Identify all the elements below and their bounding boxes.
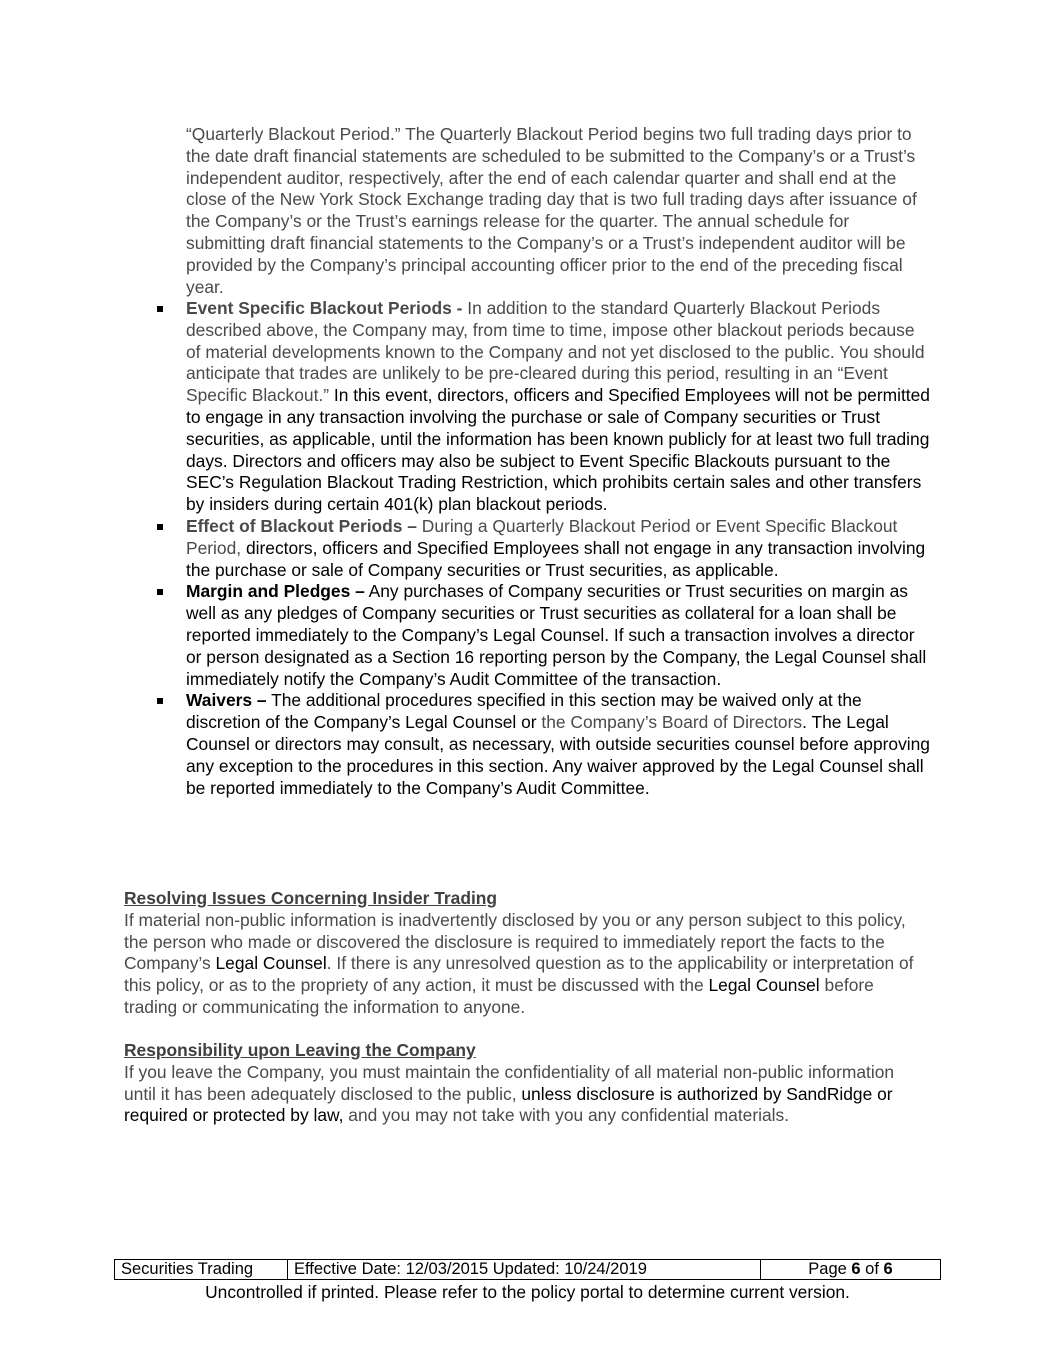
- body-text: If you leave the Company, you must maintain the confidentiality of all material non-public information until it has been adequately disclosed to the public,: [124, 1061, 895, 1104]
- item-text: . The Legal Counsel or directors may consult, as necessary, with outside securities counsel before approving any exception to the procedures in this section. Any waiver approved by the Legal Counsel shall be reported immediately to the Company’s Audit Committee.: [186, 712, 930, 798]
- body-text: If material non-public information is inadvertently disclosed by you or any person subject to this policy, the person who made or discovered the disclosure is required to immediately report the facts to the Company’s: [124, 909, 906, 974]
- item-text: In addition to the standard Quarterly Blackout Periods described above, the Company may, from time to time, impose other blackout periods because of material developments known to the Company and not yet disclosed to the public. You should anticipate that trades are unlikely to be pre-cleared during this period, resulting in an “Event Specific Blackout.”: [186, 298, 925, 406]
- item-text: In this event, directors, officers and Specified Employees will not be permitted to engage in any transaction involving the purchase or sale of Company securities or Trust securities, as applicable, until the information has been known publicly for at least two full trading days. Directors and officers may also be subject to Event Specific Blackouts pursuant to the SEC’s Regulation Blackout Trading Restriction, which prohibits certain sales and other transfers by insiders during certain 401(k) plan blackout periods.: [186, 385, 930, 515]
- leaving-company-section: [124, 1040, 930, 1127]
- item-title: Effect of Blackout Periods –: [186, 515, 417, 536]
- item-text: the Company’s Board of Directors: [536, 712, 803, 733]
- item-text: directors, officers and Specified Employees shall not engage in any transaction involving the purchase or sale of Company securities or Trust securities, as applicable.: [186, 537, 926, 580]
- page-total: 6: [883, 1260, 893, 1278]
- resolving-issues-section: [124, 888, 930, 1019]
- footer-doc-name: Securities Trading: [115, 1260, 288, 1280]
- item-text: During a Quarterly Blackout Period or Event Specific Blackout Period,: [186, 515, 898, 558]
- body-text: . If there is any unresolved question as to the applicability or interpretation of this policy, or as to the propriety of any action, it must be discussed with the: [124, 953, 914, 996]
- page-label: Page: [808, 1260, 852, 1278]
- footer-dates: Effective Date: 12/03/2015 Updated: 10/24/2019: [288, 1260, 761, 1280]
- section-body: [124, 910, 930, 1019]
- section-heading: Responsibility upon Leaving the Company: [124, 1040, 476, 1060]
- item-title: Waivers –: [186, 690, 267, 711]
- bullet-marker: [157, 589, 163, 595]
- item-text: Any purchases of Company securities or Trust securities on margin as well as any pledges of Company securities or Trust securities as collateral for a loan shall be reported immediately to the Company’s Legal Counsel. If such a transaction involves a director or person designated as a Section 16 reporting person by the Company, the Legal Counsel shall immediately notify the Company’s Audit Committee of the transaction.: [186, 581, 927, 689]
- list-item-event-specific: [186, 298, 931, 516]
- body-text: unless disclosure is authorized by SandRidge or required or protected by law,: [124, 1083, 893, 1126]
- item-text: The additional procedures specified in this section may be waived only at the discretion of the Company’s Legal Counsel or: [186, 690, 862, 733]
- body-text: and you may not take with you any confidential materials.: [343, 1105, 790, 1126]
- bullet-marker: [157, 524, 163, 530]
- item-title: Event Specific Blackout Periods -: [186, 298, 463, 318]
- item-title: Margin and Pledges –: [186, 581, 365, 602]
- page-of-label: of: [860, 1260, 884, 1278]
- continuation-paragraph: “Quarterly Blackout Period.” The Quarterly Blackout Period begins two full trading days prior to the date draft financial statements are scheduled to be submitted to the Company’s or a Trust’s independent auditor, respectively, after the end of each calendar quarter and shall end at the close of the New York Stock Exchange trading day that is two full trading days after issuance of the Company’s or the Trust’s earnings release for the quarter. The annual schedule for submitting draft financial statements to the Company’s or a Trust’s independent auditor will be provided by the Company’s principal accounting officer prior to the end of the preceding fiscal year.: [186, 124, 917, 297]
- body-text: Legal Counsel: [215, 953, 327, 974]
- section-body: [124, 1062, 930, 1127]
- footer-table: [114, 1259, 941, 1280]
- body-text: Legal Counsel: [708, 975, 820, 996]
- bullet-marker: [157, 698, 163, 704]
- footer-page-number: [761, 1260, 941, 1280]
- body-text: before trading or communicating the information to anyone.: [124, 975, 874, 1017]
- footer-disclaimer: Uncontrolled if printed. Please refer to the policy portal to determine current version.: [205, 1282, 850, 1302]
- page-current: 6: [851, 1260, 861, 1278]
- bullet-marker: [157, 306, 163, 312]
- list-item-margin-pledges: [186, 581, 931, 690]
- list-item-waivers: [186, 690, 931, 799]
- section-heading: Resolving Issues Concerning Insider Trading: [124, 888, 498, 908]
- procedures-list: [186, 298, 931, 799]
- list-item-effect-of-blackout: [186, 516, 931, 581]
